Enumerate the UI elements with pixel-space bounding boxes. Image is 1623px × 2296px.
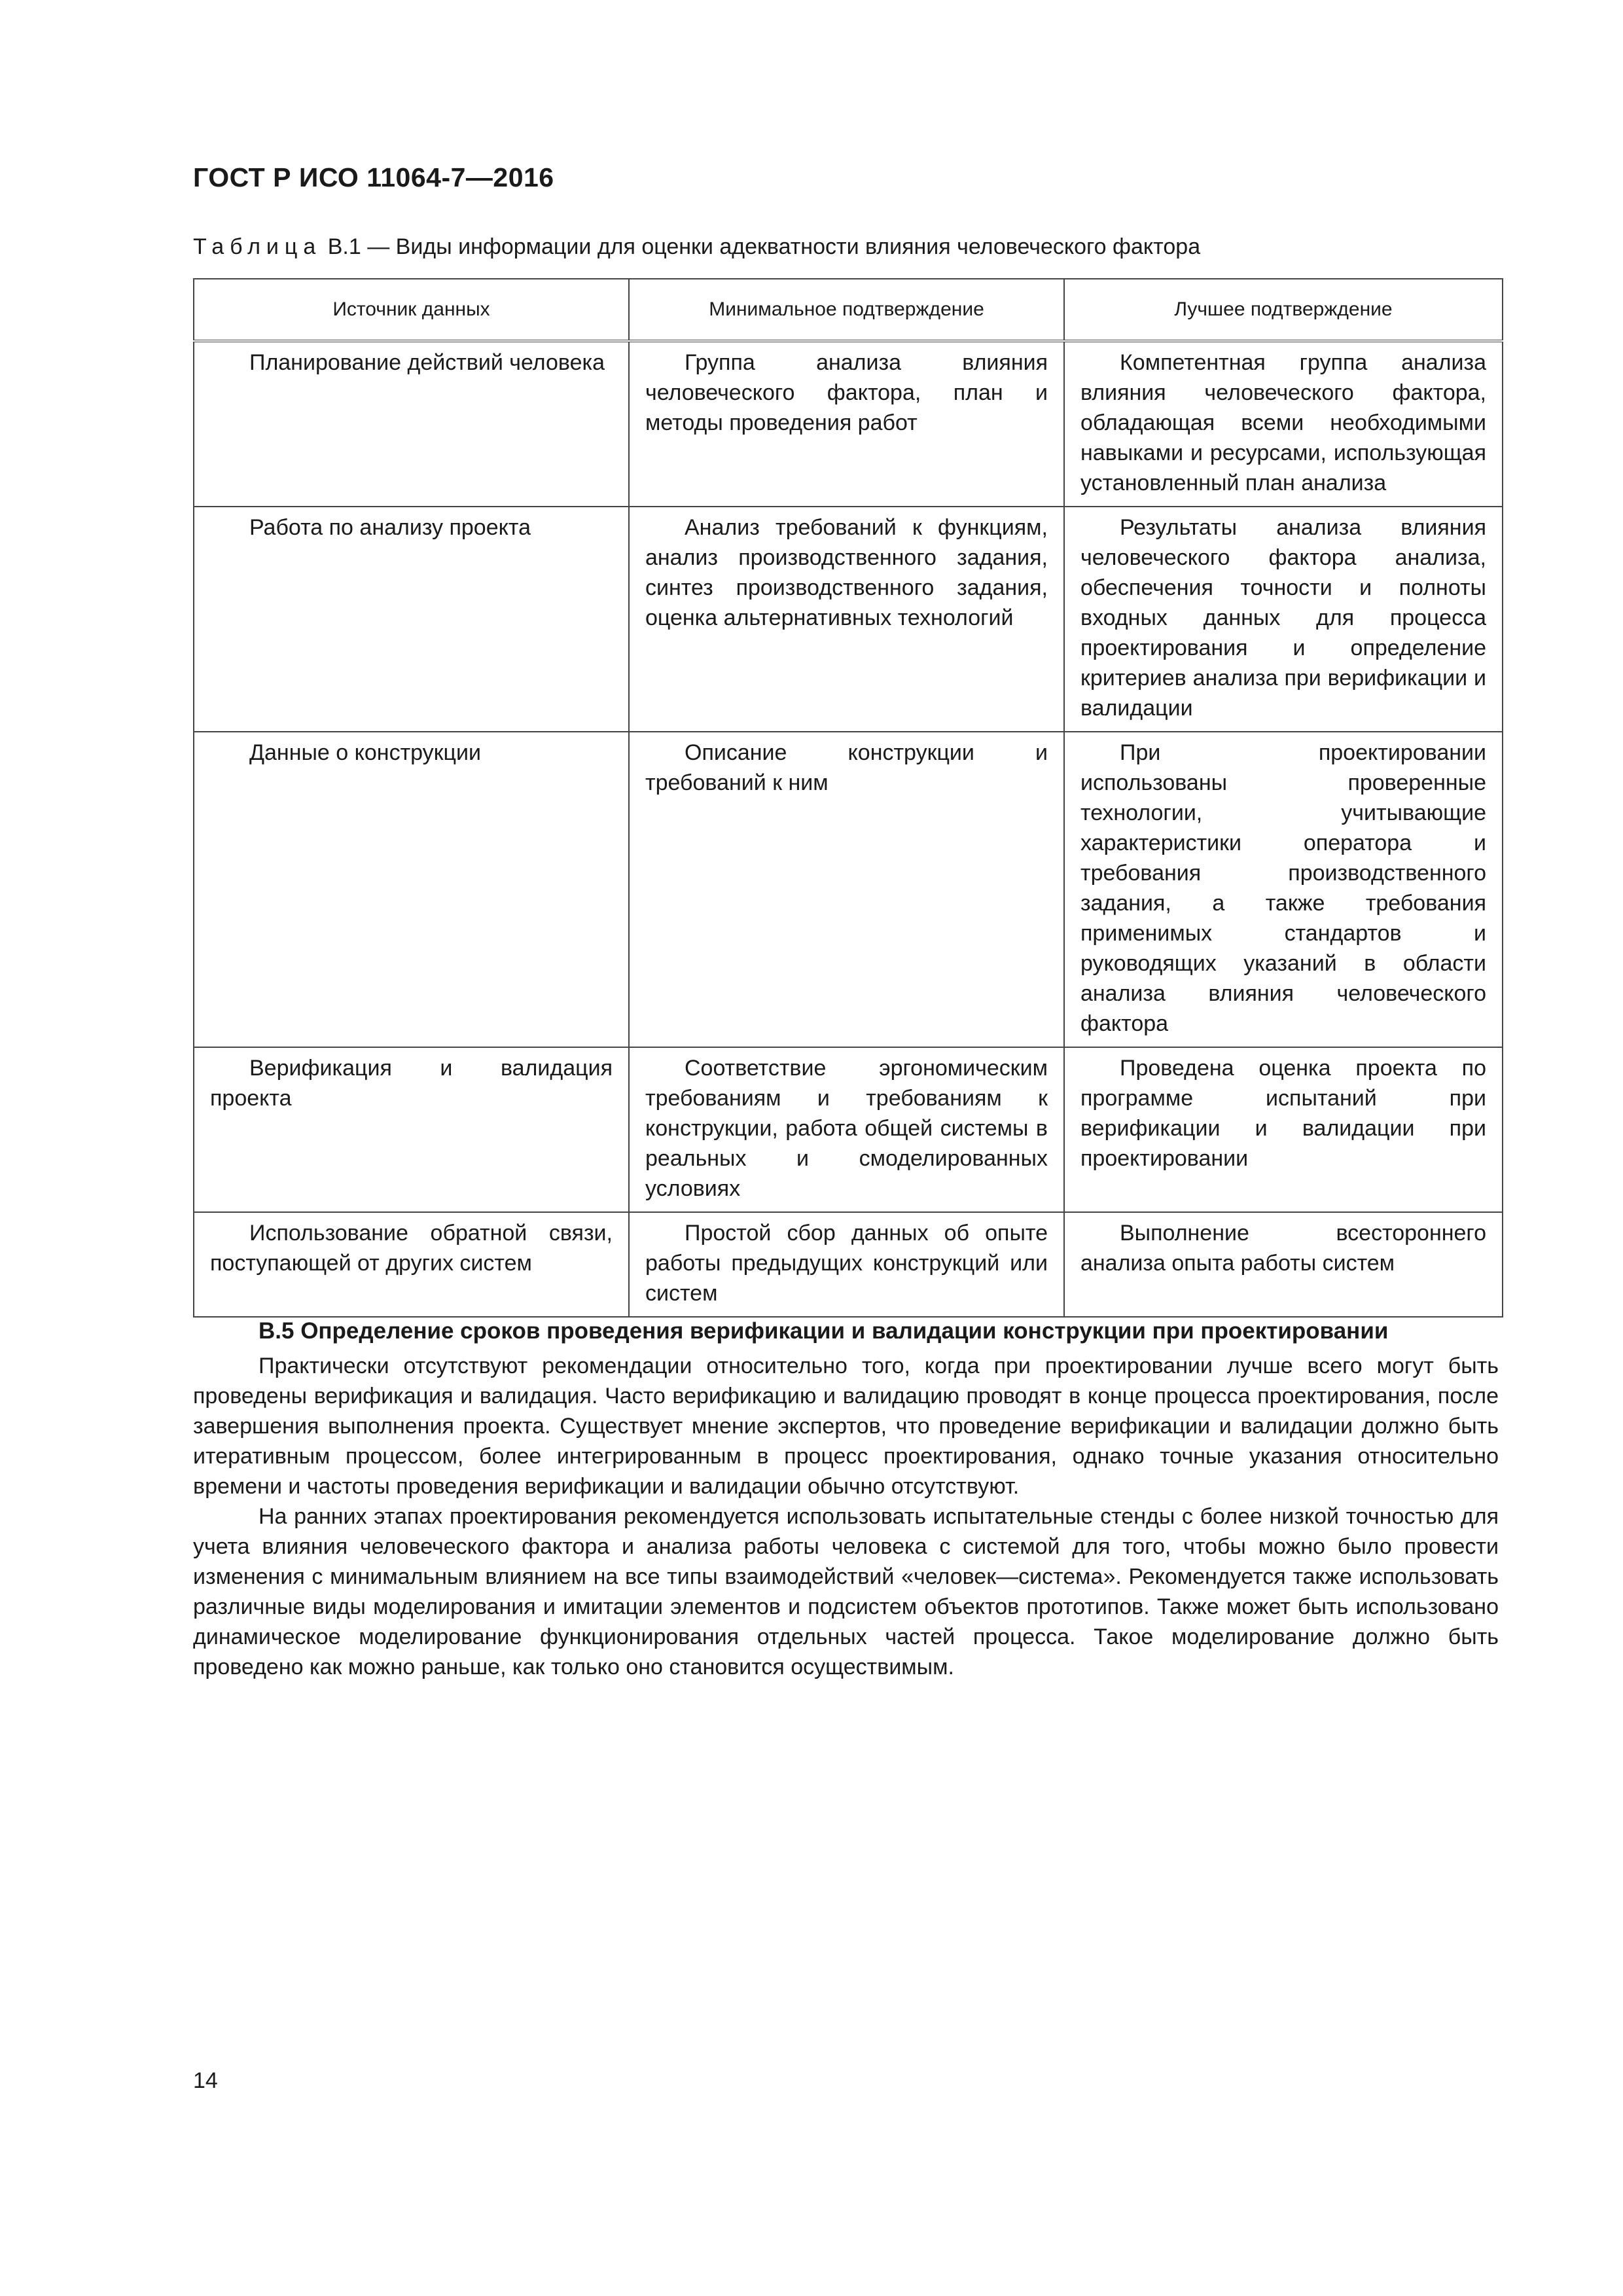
cell-best [1064, 341, 1503, 507]
cell-source [194, 1212, 629, 1317]
table-row [194, 732, 1503, 1047]
cell-minimum [629, 507, 1064, 732]
table-caption [193, 234, 1200, 260]
cell-best [1064, 1047, 1503, 1212]
cell-best [1064, 1212, 1503, 1317]
paragraph: На ранних этапах проектирования рекомендуется использовать испытательные стенды с более низкой точностью для учета влияния человеческого фактора и анализа работы человека с системой для того, чтобы можно было провести изменения с минимальным влиянием на все типы взаимодействий «человек—система». Рекомендуется также использовать различные виды моделирования и имитации элементов и подсистем объектов прототипов. Также может быть использовано динамическое моделирование функционирования отдельных частей процесса. Такое моделирование должно быть проведено как можно раньше, как только оно становится осуществимым. [193, 1504, 1499, 1679]
cell-text: Описание конструкции и требований к ним [645, 740, 1048, 795]
cell-text: Работа по анализу проекта [249, 515, 531, 540]
page-number: 14 [193, 2068, 218, 2093]
cell-best [1064, 732, 1503, 1047]
cell-source [194, 507, 629, 732]
document-standard-title: ГОСТ Р ИСО 11064-7—2016 [193, 162, 554, 192]
cell-text: Данные о конструкции [249, 740, 482, 765]
table-row [194, 1212, 1503, 1317]
information-types-table [193, 278, 1503, 1318]
cell-text: Группа анализа влияния человеческого фактора, план и методы проведения работ [645, 350, 1048, 435]
cell-minimum [629, 732, 1064, 1047]
table-row [194, 1047, 1503, 1212]
section-heading: В.5 Определение сроков проведения верификации и валидации конструкции при проектировании [259, 1318, 1389, 1344]
cell-text: Выполнение всестороннего анализа опыта работы систем [1080, 1221, 1486, 1276]
column-header-source: Источник данных [194, 279, 629, 341]
cell-text: Простой сбор данных об опыте работы предыдущих конструкций или систем [645, 1221, 1048, 1306]
cell-text: Соответствие эргономическим требованиям и требованиям к конструкции, работа общей системы в реальных и смоделированных условиях [645, 1056, 1048, 1201]
cell-text: Планирование действий человека [249, 350, 605, 375]
cell-text: Использование обратной связи, поступающей от других систем [210, 1221, 613, 1276]
table-caption-text: В.1 — Виды информации для оценки адекватности влияния человеческого фактора [321, 234, 1201, 259]
table-row [194, 341, 1503, 507]
cell-text: Компетентная группа анализа влияния человеческого фактора, обладающая всеми необходимыми навыками и ресурсами, использующая установленный план анализа [1080, 350, 1486, 495]
cell-source [194, 341, 629, 507]
cell-best [1064, 507, 1503, 732]
cell-text: Верификация и валидация проекта [210, 1056, 613, 1111]
cell-text: Анализ требований к функциям, анализ производственного задания, синтез производственного задания, оценка альтернативных технологий [645, 515, 1048, 630]
cell-source [194, 1047, 629, 1212]
cell-minimum [629, 341, 1064, 507]
paragraph: Практически отсутствуют рекомендации относительно того, когда при проектировании лучше всего могут быть проведены верификация и валидация. Часто верификацию и валидацию проводят в конце процесса проектирования, после завершения выполнения проекта. Существует мнение экспертов, что проведение верификации и валидации должно быть итеративным процессом, более интегрированным в процесс проектирования, однако точные указания относительно времени и частоты проведения верификации и валидации обычно отсутствуют. [193, 1354, 1499, 1499]
cell-text: При проектировании использованы проверенные технологии, учитывающие характеристики оператора и требования производственного задания, а также требования применимых стандартов и руководящих указаний в области анализа влияния человеческого фактора [1080, 740, 1486, 1036]
cell-minimum [629, 1047, 1064, 1212]
cell-text: Проведена оценка проекта по программе испытаний при верификации и валидации при проектировании [1080, 1056, 1486, 1171]
table-row [194, 507, 1503, 732]
column-header-best: Лучшее подтверждение [1064, 279, 1503, 341]
cell-text: Результаты анализа влияния человеческого фактора анализа, обеспечения точности и полноты входных данных для процесса проектирования и определение критериев анализа при верификации и валидации [1080, 515, 1486, 721]
table-header-row [194, 279, 1503, 341]
table-caption-label: Таблица [193, 234, 322, 259]
cell-source [194, 732, 629, 1047]
cell-minimum [629, 1212, 1064, 1317]
column-header-minimum: Минимальное подтверждение [629, 279, 1064, 341]
section-b5 [193, 1316, 1499, 1682]
